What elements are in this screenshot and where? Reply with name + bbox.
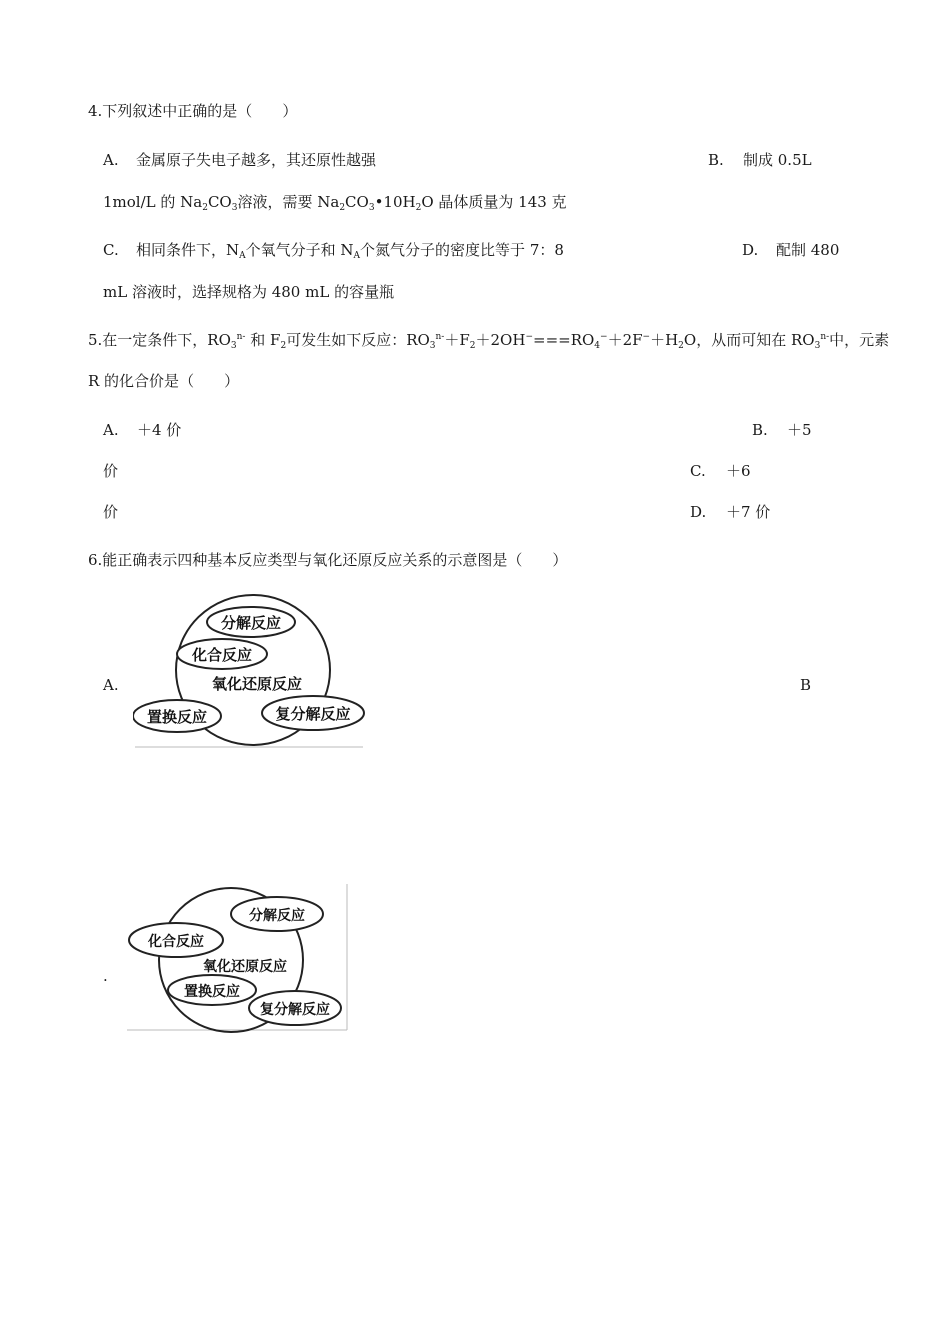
diagram-b-combination-label: 化合反应 [148, 934, 204, 950]
q5-stem-line2: R 的化合价是（ ） [88, 372, 240, 390]
q4-option-c-label: C. [103, 241, 119, 259]
diagram-a-displacement-label: 置换反应 [146, 708, 208, 726]
q4-option-a-label: A. [103, 151, 119, 169]
q6-stem: 6.能正确表示四种基本反应类型与氧化还原反应关系的示意图是（ ） [88, 551, 568, 569]
q6-diagram-a [133, 592, 367, 752]
diagram-b-displacement-label: 置换反应 [184, 984, 240, 1000]
diagram-b-redox-label: 氧化还原反应 [203, 959, 287, 975]
q4-option-b-text: 制成 0.5L [743, 151, 812, 169]
q5-option-d-label: D. [690, 503, 707, 521]
diagram-a-redox-label: 氧化还原反应 [211, 675, 303, 693]
q4-option-a-text: 金属原子失电子越多，其还原性越强 [136, 151, 377, 169]
diagram-b-double-decomposition-label: 复分解反应 [260, 1002, 330, 1018]
q4-option-d-label: D. [742, 241, 759, 259]
q5-option-d-text: ＋7 价 [726, 503, 771, 521]
diagram-a-decomposition-label: 分解反应 [220, 614, 282, 632]
q4-option-c-text: 相同条件下，$N_A$个氧气分子和 $N_A$个氮气分子的密度比等于 7：8 [136, 241, 564, 261]
q4-option-d-text: 配制 480 [776, 241, 840, 259]
q5-option-c-continuation: 价 [103, 503, 119, 521]
q5-option-a-label: A. [103, 421, 119, 439]
diagram-a-combination-label: 化合反应 [191, 646, 253, 664]
q5-option-b-continuation: 价 [103, 462, 119, 480]
q5-option-b-text: ＋5 [787, 421, 812, 439]
q4-option-b-label: B. [708, 151, 724, 169]
q5-option-a-text: ＋4 价 [137, 421, 182, 439]
q5-option-c-label: C. [690, 462, 706, 480]
q6-option-b-label: B [800, 676, 812, 694]
q4-option-b-continuation: 1mol/L 的 $Na_2CO_3$溶液，需要 $Na_2CO_3•10H_2O$ 晶体质量为 143 克 [103, 193, 567, 213]
q5-option-c-text: ＋6 [726, 462, 751, 480]
q6-option-b-dot: . [103, 967, 108, 985]
q4-stem: 4.下列叙述中正确的是（ ） [88, 102, 298, 120]
q6-option-a-label: A. [103, 676, 119, 694]
diagram-a-double-decomposition-label: 复分解反应 [275, 705, 351, 723]
q5-option-b-label: B. [752, 421, 768, 439]
q6-diagram-b [125, 882, 351, 1034]
q5-stem-line1: 5.在一定条件下，$RO_3^{n-}$ 和 $F_2$可发生如下反应：$RO_3^{n-}+F_2+2OH^-===RO_4^-+2F^-+H_2O$，从而可知在 $RO_3^{n-}$中，元素 [88, 331, 890, 351]
q4-option-d-continuation: mL 溶液时，选择规格为 480 mL 的容量瓶 [103, 283, 395, 301]
diagram-b-decomposition-label: 分解反应 [249, 908, 305, 924]
